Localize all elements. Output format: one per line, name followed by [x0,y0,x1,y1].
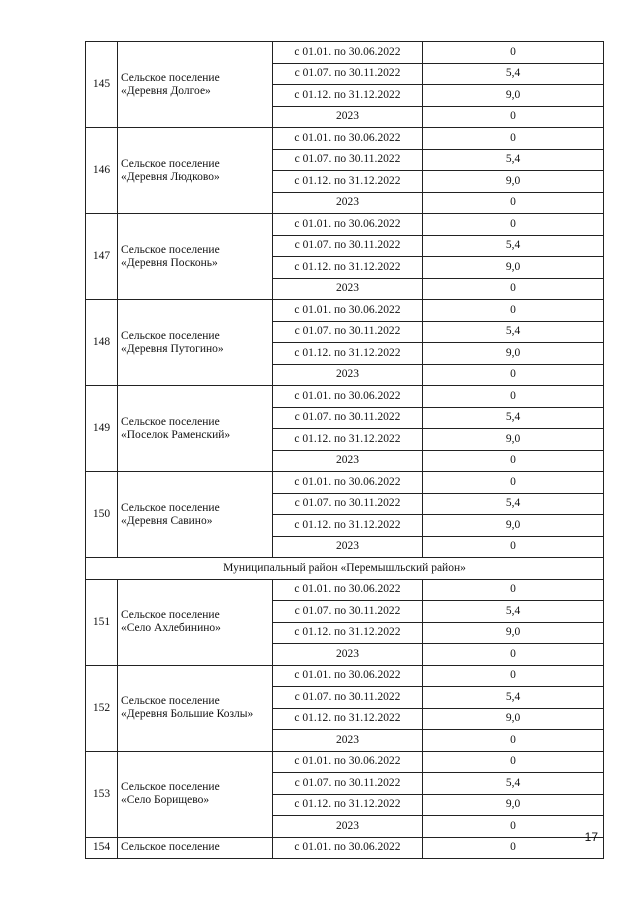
period-cell: 2023 [273,278,423,300]
period-cell: с 01.12. по 31.12.2022 [273,429,423,451]
value-cell: 9,0 [423,708,604,730]
settlement-name-line: «Деревня Долгое» [121,84,211,97]
value-cell: 9,0 [423,343,604,365]
period-cell: с 01.07. по 30.11.2022 [273,321,423,343]
period-cell: с 01.12. по 31.12.2022 [273,171,423,193]
settlement-number: 148 [86,300,118,386]
value-cell: 0 [423,730,604,752]
value-cell: 0 [423,665,604,687]
period-cell: с 01.01. по 30.06.2022 [273,665,423,687]
settlement-name-line: Сельское поселение [121,609,220,621]
period-cell: 2023 [273,536,423,558]
period-cell: с 01.07. по 30.11.2022 [273,773,423,795]
settlement-number: 150 [86,472,118,558]
tariff-table [85,41,604,859]
period-cell: с 01.01. по 30.06.2022 [273,837,423,859]
value-cell: 0 [423,386,604,408]
period-cell: с 01.01. по 30.06.2022 [273,386,423,408]
value-cell: 0 [423,300,604,322]
settlement-name-line: Сельское поселение [121,695,220,707]
value-cell: 0 [423,450,604,472]
settlement-number: 149 [86,386,118,472]
period-cell: с 01.07. по 30.11.2022 [273,601,423,623]
value-cell: 0 [423,364,604,386]
table-row [86,300,604,322]
settlement-number: 147 [86,214,118,300]
settlement-number: 145 [86,42,118,128]
period-cell: 2023 [273,192,423,214]
value-cell: 0 [423,106,604,128]
period-cell: с 01.01. по 30.06.2022 [273,42,423,64]
value-cell: 5,4 [423,687,604,709]
settlement-name [118,472,273,558]
settlement-name-line: Сельское поселение [121,71,220,84]
period-cell: 2023 [273,106,423,128]
period-cell: с 01.01. по 30.06.2022 [273,128,423,150]
period-cell: с 01.12. по 31.12.2022 [273,85,423,107]
value-cell: 5,4 [423,321,604,343]
settlement-name [118,665,273,751]
period-cell: 2023 [273,644,423,666]
table-row [86,214,604,236]
settlement-name-line: «Деревня Людково» [121,170,220,183]
period-cell: с 01.01. по 30.06.2022 [273,579,423,601]
value-cell: 0 [423,472,604,494]
period-cell: 2023 [273,730,423,752]
settlement-name [118,42,273,128]
settlement-name [118,579,273,665]
value-cell: 0 [423,751,604,773]
value-cell: 0 [423,644,604,666]
period-cell: с 01.12. по 31.12.2022 [273,515,423,537]
table-row [86,472,604,494]
page-number: 17 [584,830,598,844]
settlement-name-line: Сельское поселение [121,243,220,256]
table-row [86,579,604,601]
value-cell: 9,0 [423,171,604,193]
period-cell: 2023 [273,450,423,472]
settlement-name-line: Сельское поселение [121,157,220,170]
period-cell: с 01.12. по 31.12.2022 [273,708,423,730]
value-cell: 0 [423,42,604,64]
settlement-name-line: Сельское поселение [121,781,220,793]
value-cell: 5,4 [423,407,604,429]
period-cell: с 01.01. по 30.06.2022 [273,751,423,773]
settlement-name [118,837,273,859]
settlement-name [118,751,273,837]
settlement-number: 154 [86,837,118,859]
period-cell: 2023 [273,364,423,386]
settlement-name [118,300,273,386]
period-cell: с 01.12. по 31.12.2022 [273,622,423,644]
value-cell: 0 [423,128,604,150]
period-cell: с 01.07. по 30.11.2022 [273,493,423,515]
table-row [86,128,604,150]
period-cell: с 01.01. по 30.06.2022 [273,472,423,494]
table-row [86,665,604,687]
settlement-name-line: «Село Ахлебинино» [121,622,221,634]
settlement-name-line: «Деревня Савино» [121,514,213,527]
value-cell: 5,4 [423,601,604,623]
value-cell: 9,0 [423,257,604,279]
settlement-number: 153 [86,751,118,837]
table-row [86,837,604,859]
period-cell: 2023 [273,816,423,838]
value-cell: 5,4 [423,63,604,85]
period-cell: с 01.12. по 31.12.2022 [273,794,423,816]
value-cell: 5,4 [423,149,604,171]
period-cell: с 01.07. по 30.11.2022 [273,235,423,257]
value-cell: 9,0 [423,429,604,451]
settlement-name-line: «Деревня Посконь» [121,256,218,269]
value-cell: 9,0 [423,515,604,537]
period-cell: с 01.01. по 30.06.2022 [273,300,423,322]
settlement-name-line: Сельское поселение [121,415,220,428]
settlement-number: 146 [86,128,118,214]
value-cell: 9,0 [423,794,604,816]
value-cell: 0 [423,192,604,214]
value-cell: 9,0 [423,622,604,644]
period-cell: с 01.12. по 31.12.2022 [273,257,423,279]
settlement-name-line: Сельское поселение [121,329,220,342]
period-cell: с 01.07. по 30.11.2022 [273,687,423,709]
value-cell: 0 [423,214,604,236]
table-row [86,42,604,64]
value-cell: 5,4 [423,773,604,795]
region-header-row [86,558,604,580]
value-cell: 0 [423,579,604,601]
table-row [86,751,604,773]
settlement-name-line: «Село Борищево» [121,794,210,806]
settlement-name-line: Сельское поселение [121,501,220,514]
settlement-number: 151 [86,579,118,665]
settlement-name-line: «Деревня Путогино» [121,342,224,355]
period-cell: с 01.07. по 30.11.2022 [273,149,423,171]
value-cell: 0 [423,536,604,558]
value-cell: 0 [423,278,604,300]
table-row [86,386,604,408]
value-cell: 0 [423,837,604,859]
settlement-name-line: Сельское поселение [121,841,220,854]
settlement-name-line: «Поселок Раменский» [121,428,231,441]
settlement-name [118,214,273,300]
value-cell: 9,0 [423,85,604,107]
period-cell: с 01.12. по 31.12.2022 [273,343,423,365]
period-cell: с 01.07. по 30.11.2022 [273,407,423,429]
period-cell: с 01.01. по 30.06.2022 [273,214,423,236]
settlement-name [118,386,273,472]
value-cell: 5,4 [423,493,604,515]
value-cell: 5,4 [423,235,604,257]
settlement-number: 152 [86,665,118,751]
region-header: Муниципальный район «Перемышльский район» [86,558,604,580]
settlement-name [118,128,273,214]
value-cell: 0 [423,816,604,838]
period-cell: с 01.07. по 30.11.2022 [273,63,423,85]
settlement-name-line: «Деревня Большие Козлы» [121,708,254,720]
